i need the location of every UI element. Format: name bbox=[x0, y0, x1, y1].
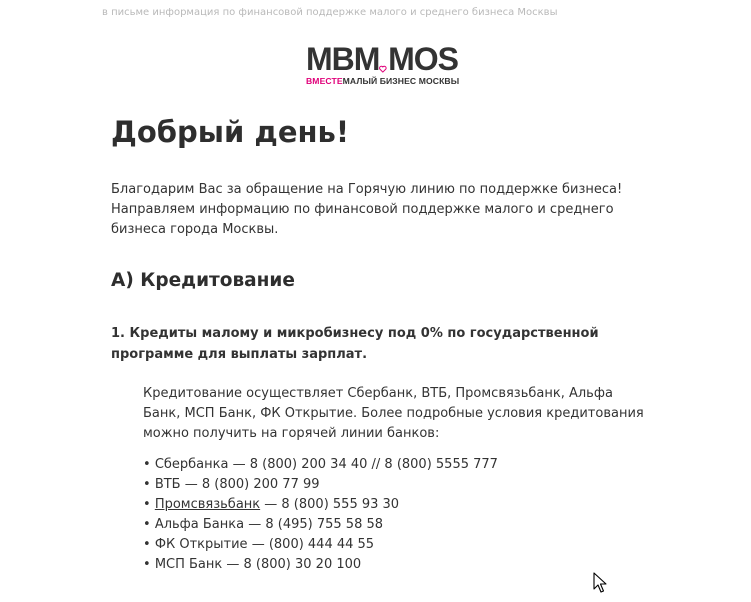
mbm-mos-logo[interactable] bbox=[306, 41, 458, 87]
logo-tagline-accent: ВМЕСТЕ bbox=[306, 76, 343, 86]
logo-wordmark-left: MBM bbox=[306, 41, 380, 77]
bullet: • bbox=[143, 537, 151, 552]
bank-name: Сбербанка bbox=[154, 457, 229, 472]
logo-wordmark-right: MOS bbox=[388, 41, 458, 77]
bullet: • bbox=[143, 497, 151, 512]
bank-list-item bbox=[143, 535, 498, 555]
mouse-cursor-icon bbox=[593, 572, 607, 593]
logo-tagline bbox=[306, 76, 458, 86]
logo-tagline-rest: МАЛЫЙ БИЗНЕС МОСКВЫ bbox=[342, 76, 460, 86]
bank-phone: — 8 (800) 200 34 40 // 8 (800) 5555 777 bbox=[228, 457, 498, 472]
bullet: • bbox=[143, 457, 151, 472]
section-heading-credit: А) Кредитование bbox=[111, 270, 295, 291]
bank-name: ФК Открытие bbox=[154, 537, 248, 552]
bank-list-item bbox=[143, 515, 498, 535]
bank-hotline-list bbox=[143, 455, 498, 575]
bank-phone: — 8 (800) 200 77 99 bbox=[180, 477, 320, 492]
bank-link-promsvyazbank[interactable]: Промсвязьбанк bbox=[154, 497, 261, 512]
bullet: • bbox=[143, 477, 151, 492]
bank-name: МСП Банк bbox=[154, 557, 223, 572]
bank-name: ВТБ bbox=[154, 477, 181, 492]
bullet: • bbox=[143, 557, 151, 572]
bank-name: Альфа Банка bbox=[154, 517, 245, 532]
bank-phone: — (800) 444 44 55 bbox=[247, 537, 375, 552]
bank-phone: — 8 (800) 555 93 30 bbox=[260, 497, 400, 512]
logo-wordmark bbox=[306, 41, 458, 75]
preheader-text: в письме информация по финансовой поддержке малого и среднего бизнеса Москвы bbox=[102, 7, 558, 18]
bank-list-item bbox=[143, 475, 498, 495]
bank-phone: — 8 (800) 30 20 100 bbox=[222, 557, 362, 572]
intro-paragraph: Благодарим Вас за обращение на Горячую линию по поддержке бизнеса! Направляем информацию по финансовой поддержке малого и среднего бизнеса города Москвы. bbox=[111, 182, 623, 237]
bank-list-item bbox=[143, 495, 498, 515]
bank-phone: — 8 (495) 755 58 58 bbox=[244, 517, 384, 532]
bullet: • bbox=[143, 517, 151, 532]
bank-list-item bbox=[143, 555, 498, 575]
greeting-heading: Добрый день! bbox=[111, 115, 350, 149]
heart-icon bbox=[379, 64, 387, 74]
credit-item-title: 1. Кредиты малому и микробизнесу под 0% по государственной программе для выплаты зарплат. bbox=[111, 326, 599, 362]
bank-list-item bbox=[143, 455, 498, 475]
credit-item-description: Кредитование осуществляет Сбербанк, ВТБ, Промсвязьбанк, Альфа Банк, МСП Банк, ФК Открытие. Более подробные условия кредитования можно получить на горячей линии банков: bbox=[143, 386, 644, 441]
